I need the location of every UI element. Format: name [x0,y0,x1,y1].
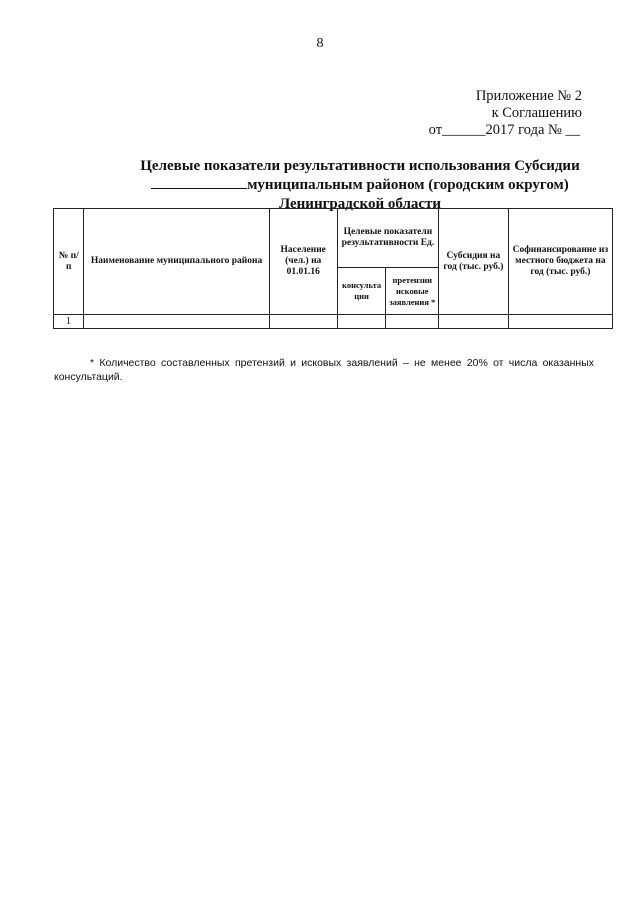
cell-num: 1 [54,315,84,329]
indicators-table [53,208,613,329]
footnote [54,356,594,384]
header-consultations: консульта ции [337,268,386,315]
title-line-1: Целевые показатели результативности использования Субсидии [140,158,580,174]
title-line-3: Ленинградской области [278,196,442,212]
appendix-header [429,88,582,139]
header-subsidy: Субсидия на год (тыс. руб.) [439,209,509,315]
table-header-row [54,209,613,268]
cell-subsidy [439,315,509,329]
header-num: № п/п [54,209,84,315]
table-row [54,315,613,329]
cell-cofinancing [508,315,612,329]
footnote-text: * Количество составленных претензий и исковых заявлений – не менее 20% от числа оказанных консультаций. [54,357,594,383]
header-name: Наименование муниципального района [84,209,269,315]
title-line-2-wrap [110,176,610,195]
cell-claims [386,315,439,329]
title-blank-underline [151,176,247,189]
header-cofinancing: Софинансирование из местного бюджета на год (тыс. руб.) [508,209,612,315]
cell-consultations [337,315,386,329]
appendix-date-line: от______2017 года № __ [428,122,580,138]
document-title [110,157,610,214]
header-claims: претензии исковые заявления * [386,268,439,315]
title-line-2: муниципальным районом (городским округом) [247,177,569,193]
appendix-line-2: к Соглашению [491,105,582,121]
header-population: Население (чел.) на 01.01.16 [269,209,337,315]
page-number: 8 [316,36,324,51]
header-targets: Целевые показатели результативности Ед. [337,209,438,268]
cell-population [269,315,337,329]
cell-name [84,315,269,329]
appendix-line-1: Приложение № 2 [475,88,582,104]
